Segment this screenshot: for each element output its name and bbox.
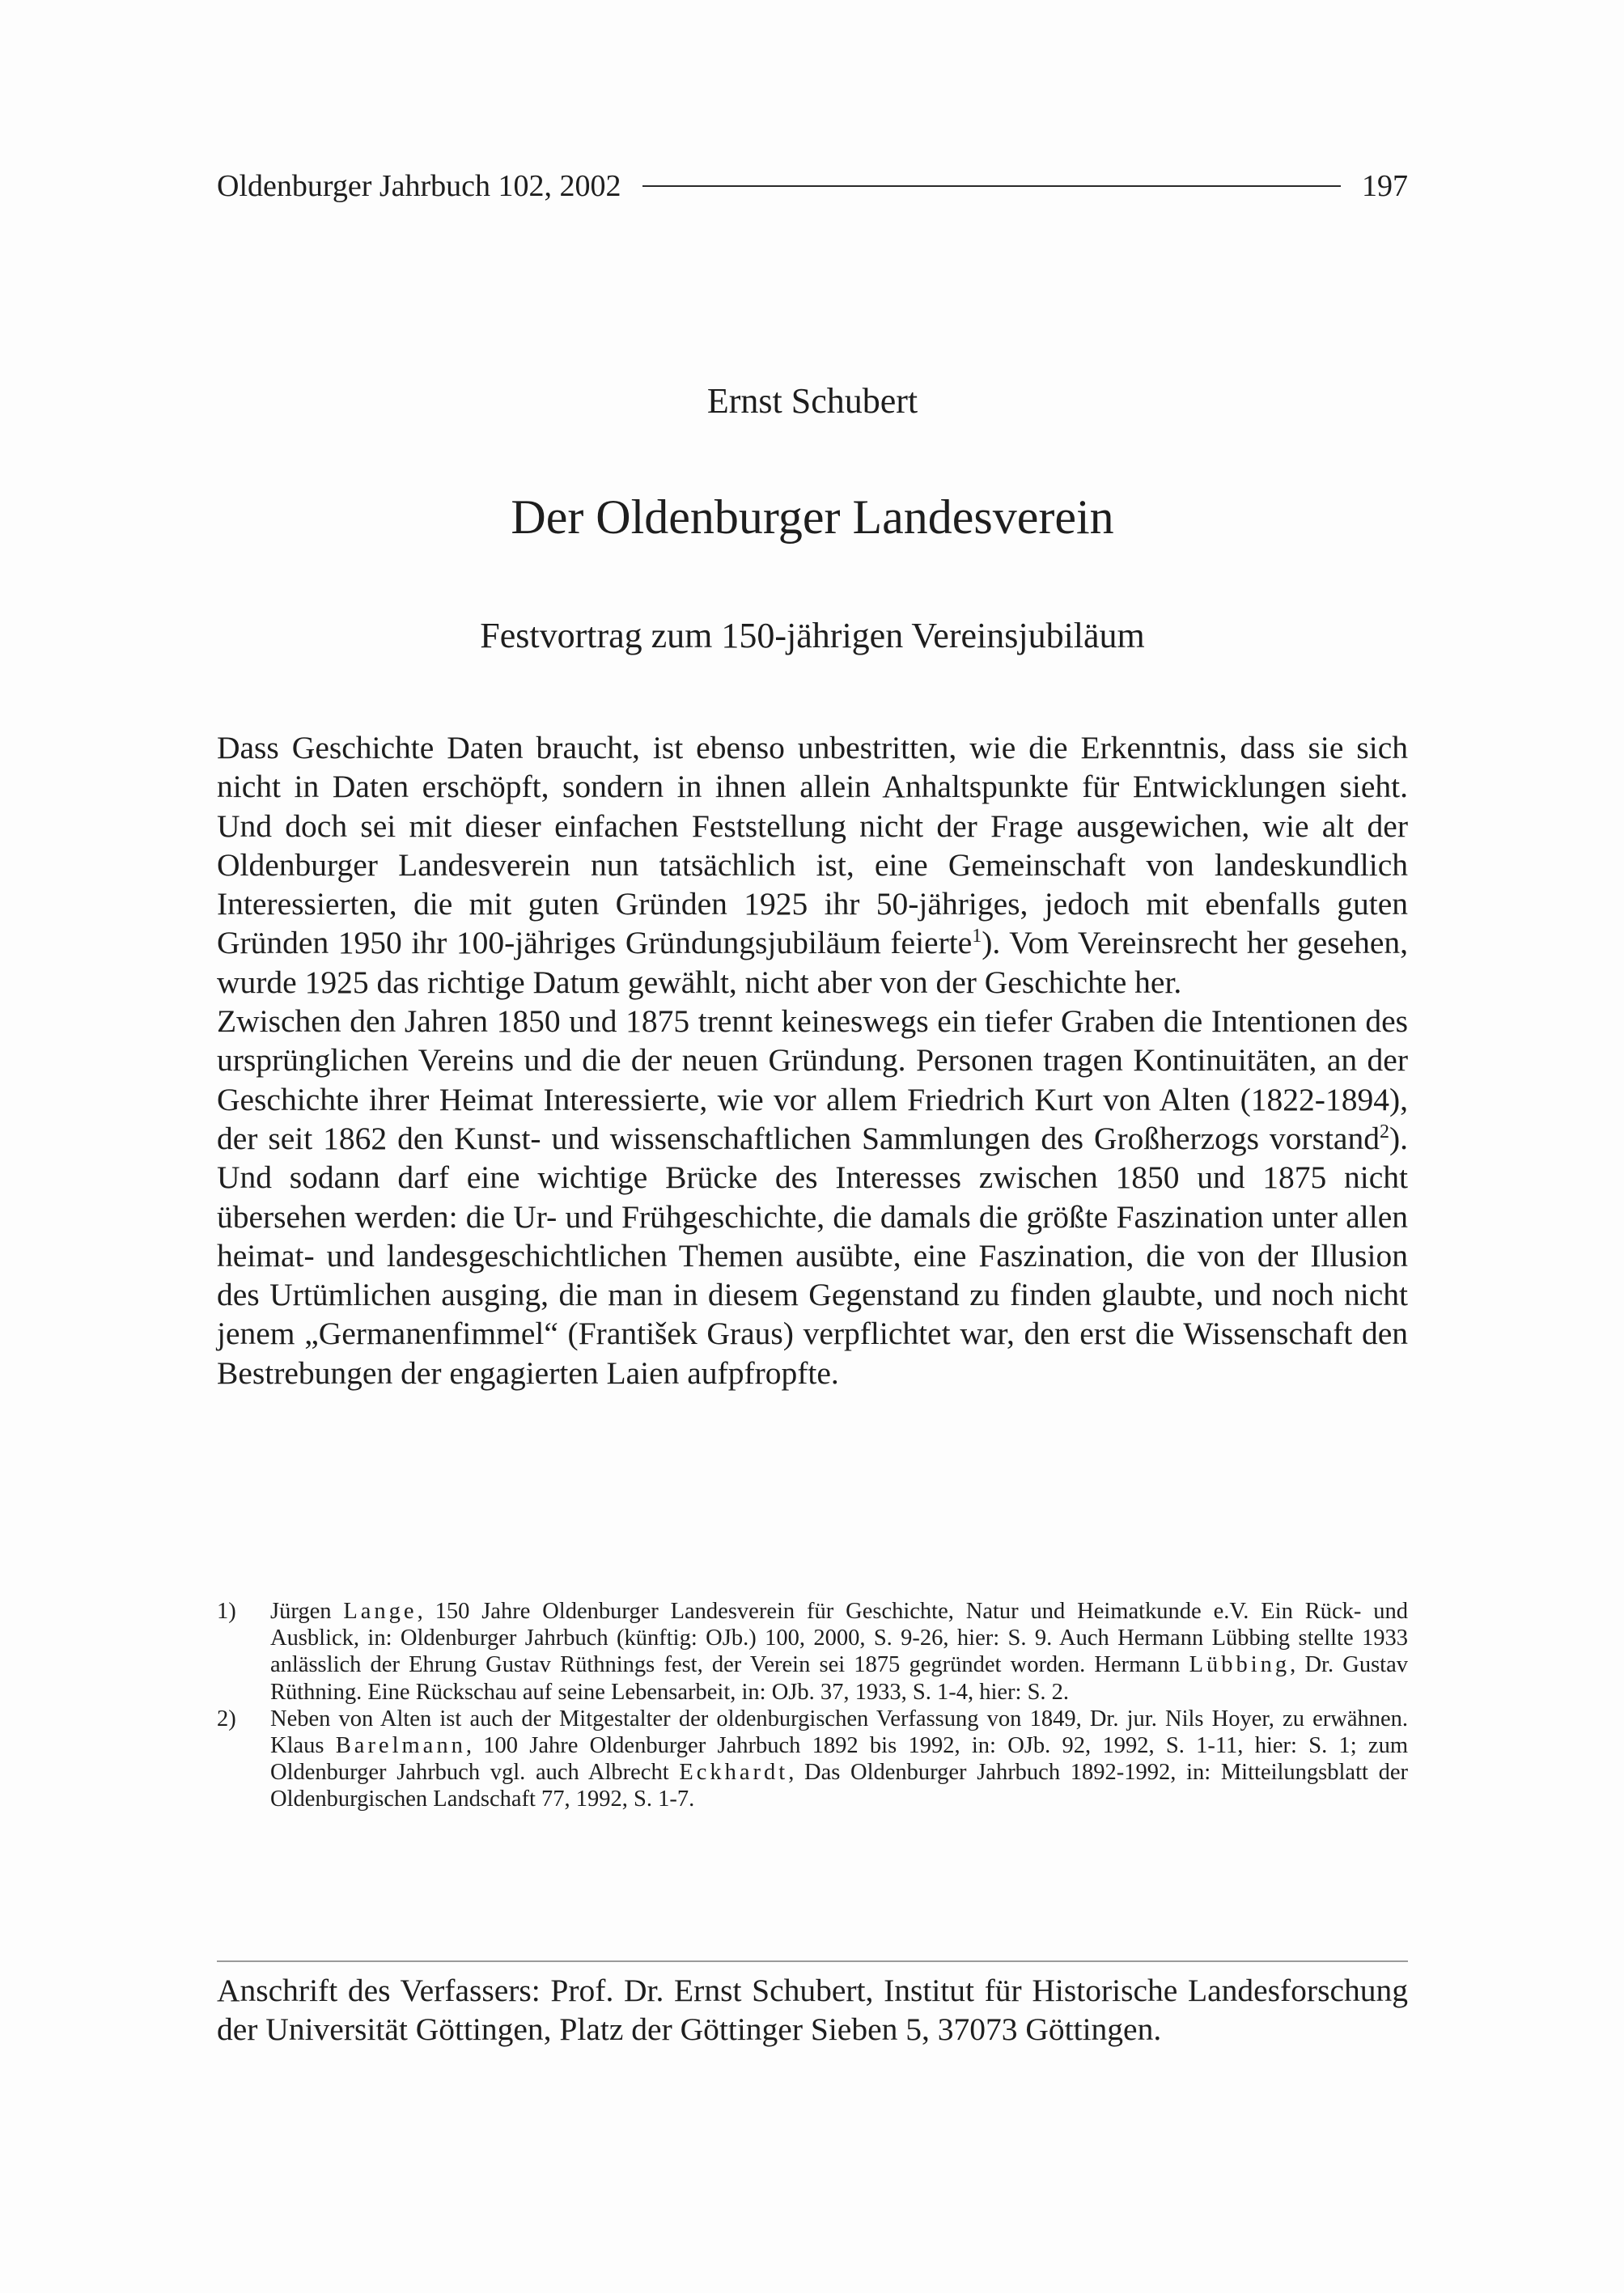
address-separator [217, 1960, 1408, 1962]
footnote-segment: , Das Oldenburger Jahrbuch 1892-1992, in: Mitteilungsblatt der Oldenburgischen Landschaft 77, 1992, S. 1-7. [270, 1760, 1408, 1812]
author-surname: Eckhardt [679, 1760, 789, 1786]
footnote-segment: , Dr. Gustav Rüthning. Eine Rückschau auf seine Lebensarbeit, in: OJb. 37, 1933, S. 1-4, hier: S. 2. [270, 1652, 1409, 1705]
footnote [217, 1598, 1408, 1706]
author-address: Anschrift des Verfassers: Prof. Dr. Ernst Schubert, Institut für Historische Landesforschung der Universität Göttingen, Platz der Göttinger Sieben 5, 37073 Göttingen. [217, 1973, 1408, 2047]
journal-name: Oldenburger Jahrbuch 102, 2002 [217, 169, 621, 203]
footnote-segment: Neben von Alten ist auch der Mitgestalter der oldenburgischen Verfassung von 1849, Dr. jur. Nils Hoyer, zu erwähnen. Klaus [270, 1706, 1408, 1759]
footnote-reference: 1 [972, 926, 982, 947]
paragraph-text: ). Und sodann darf eine wichtige Brücke des Interesses zwischen 1850 und 1875 nicht übersehen werden: die Ur- und Frühgeschichte, die damals die größte Faszination unter allen heimat- und landesgeschichtlichen Themen ausübte, eine Faszination, die von der Illusion des Urtümlichen ausging, die man in diesem Gegenstand zu finden glaubte, und noch nicht jenem „Germanenfimmel“ (František Graus) verpflichtet war, den erst die Wissenschaft den Bestrebungen der engagierten Laien aufpfropfte. [217, 1120, 1408, 1391]
footnotes [217, 1598, 1408, 1813]
footnote-reference: 2 [1379, 1121, 1389, 1142]
footnote-mark: 1) [217, 1599, 236, 1624]
article-author: Ernst Schubert [706, 381, 918, 421]
article-subtitle: Festvortrag zum 150-jährigen Vereinsjubiläum [480, 616, 1145, 655]
author-surname: Lange [343, 1599, 418, 1624]
page-number: 197 [1362, 169, 1408, 203]
author-surname: Barelmann [335, 1733, 466, 1759]
footnote-text [270, 1706, 1408, 1813]
paragraph-text: Zwischen den Jahren 1850 und 1875 trennt keineswegs ein tiefer Graben die Intentionen des ursprünglichen Vereins und die der neuen Gründung. Personen tragen Kontinuitäten, an der Geschichte ihrer Heimat Interessierte, wie vor allem Friedrich Kurt von Alten (1822-1894), der seit 1862 den Kunst- und wissenschaftlichen Sammlungen des Großherzogs vorstand [217, 1003, 1408, 1156]
header-rule [642, 185, 1341, 187]
footnote-segment: , 150 Jahre Oldenburger Landesverein für Geschichte, Natur und Heimatkunde e.V. Ein Rück- und Ausblick, in: Oldenburger Jahrbuch (künftig: OJb.) 100, 2000, S. 9-26, hier: S. 9. Auch Hermann Lübbing stellte 1933 anlässlich der Ehrung Gustav Rüthnings fest, der Verein sei 1875 gegründet worden. Hermann [270, 1599, 1408, 1678]
article-title: Der Oldenburger Landesverein [511, 490, 1114, 544]
author-surname: Lübbing [1189, 1652, 1291, 1678]
footnote-segment: Jürgen [270, 1599, 344, 1624]
running-header [217, 166, 1408, 206]
paragraph-text: ). Vom Vereinsrecht her gesehen, wurde 1925 das richtige Datum gewählt, nicht aber von der Geschichte her. [217, 925, 1408, 1000]
body-paragraph [217, 728, 1408, 1002]
body-paragraph [217, 1002, 1408, 1392]
footnote [217, 1706, 1408, 1813]
footnote-mark: 2) [217, 1706, 236, 1731]
footnote-text [270, 1598, 1408, 1706]
article-body [217, 728, 1408, 1392]
footnote-segment: , 100 Jahre Oldenburger Jahrbuch 1892 bis 1992, in: OJb. 92, 1992, S. 1-11, hier: S. 1; zum Oldenburger Jahrbuch vgl. auch Albrecht [270, 1733, 1408, 1786]
paragraph-text: Dass Geschichte Daten braucht, ist ebenso unbestritten, wie die Erkenntnis, dass sie sich nicht in Daten erschöpft, sondern in ihnen allein Anhaltspunkte für Entwicklungen sieht. Und doch sei mit dieser einfachen Feststellung nicht der Frage ausgewichen, wie alt der Oldenburger Landesverein nun tatsächlich ist, eine Gemeinschaft von landeskundlich Interessierten, die mit guten Gründen 1925 ihr 50-jähriges, jedoch mit ebenfalls guten Gründen 1950 ihr 100-jähriges Gründungsjubiläum feierte [217, 730, 1408, 961]
